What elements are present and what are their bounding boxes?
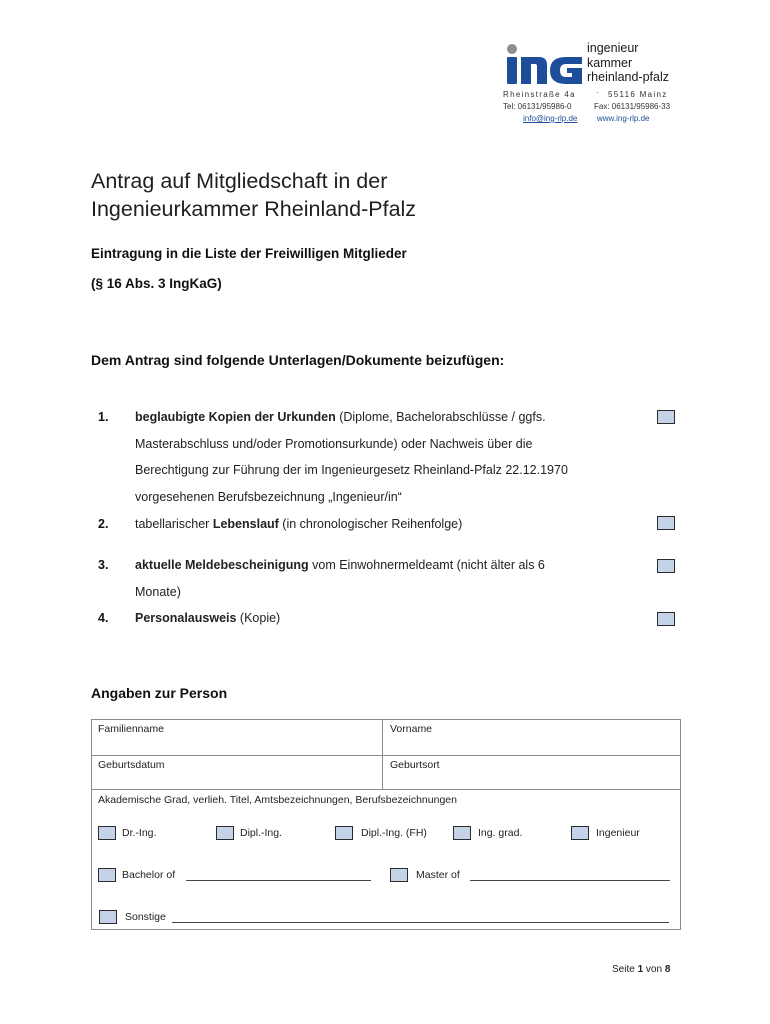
titles-label: Akademische Grad, verlieh. Titel, Amtsbezeichnungen, Berufsbezeichnungen bbox=[98, 794, 457, 806]
item-1-number: 1. bbox=[98, 410, 109, 424]
geburtsdatum-label: Geburtsdatum bbox=[98, 759, 165, 771]
ing-logo-icon bbox=[506, 43, 582, 85]
bachelor-label: Bachelor of bbox=[122, 869, 176, 881]
item-1-checkbox[interactable] bbox=[657, 410, 675, 424]
address-separator: · bbox=[596, 88, 599, 97]
item-2-number: 2. bbox=[98, 517, 109, 531]
item-1-rest: (Diplome, Bachelorabschlüsse / ggfs. bbox=[335, 410, 546, 424]
item-1-line-3: Berechtigung zur Führung der im Ingenieurgesetz Rheinland-Pfalz 22.12.1970 bbox=[135, 463, 568, 477]
item-3-number: 3. bbox=[98, 558, 109, 572]
person-heading: Angaben zur Person bbox=[91, 685, 228, 701]
dr-ing-label: Dr.-Ing. bbox=[122, 827, 157, 839]
ingenieur-checkbox[interactable] bbox=[571, 826, 589, 840]
contact-phone: Tel: 06131/95986-0 bbox=[503, 102, 572, 111]
item-1-bold: beglaubigte Kopien der Urkunden bbox=[135, 410, 336, 424]
item-3-post: vom Einwohnermeldeamt (nicht älter als 6 bbox=[308, 558, 545, 572]
dipl-ing-fh-checkbox[interactable] bbox=[335, 826, 353, 840]
item-4-line-1 bbox=[135, 611, 280, 625]
page-prefix: Seite bbox=[612, 964, 638, 975]
item-1-line-2: Masterabschluss und/oder Promotionsurkunde) oder Nachweis über die bbox=[135, 437, 533, 451]
title-line-1: Antrag auf Mitgliedschaft in der bbox=[91, 169, 388, 193]
contact-fax: Fax: 06131/95986-33 bbox=[594, 102, 671, 111]
item-1-line-1 bbox=[135, 410, 546, 424]
dipl-ing-label: Dipl.-Ing. bbox=[240, 827, 283, 839]
ing-grad-checkbox[interactable] bbox=[453, 826, 471, 840]
master-checkbox[interactable] bbox=[390, 868, 408, 882]
subtitle-list: Eintragung in die Liste der Freiwilligen Mitglieder bbox=[91, 246, 407, 261]
address-city: 55116 Mainz bbox=[608, 90, 668, 99]
familienname-label: Familienname bbox=[98, 723, 164, 735]
page-title bbox=[91, 167, 416, 223]
page-number bbox=[612, 964, 670, 975]
ingenieur-label: Ingenieur bbox=[596, 827, 640, 839]
logo-line-3: rheinland-pfalz bbox=[587, 70, 669, 84]
item-4-bold: Personalausweis bbox=[135, 611, 237, 625]
title-line-2: Ingenieurkammer Rheinland-Pfalz bbox=[91, 197, 417, 221]
sonstige-checkbox[interactable] bbox=[99, 910, 117, 924]
table-divider-2 bbox=[91, 789, 681, 790]
item-1-line-4: vorgesehenen Berufsbezeichnung „Ingenieur/in“ bbox=[135, 490, 402, 504]
item-2-post: (in chronologischer Reihenfolge) bbox=[278, 517, 463, 531]
logo-wordmark bbox=[587, 41, 669, 85]
item-4-post: (Kopie) bbox=[236, 611, 281, 625]
subtitle-law: (§ 16 Abs. 3 IngKaG) bbox=[91, 276, 222, 291]
vorname-field[interactable] bbox=[383, 720, 680, 754]
item-3-checkbox[interactable] bbox=[657, 559, 675, 573]
item-3-line-1 bbox=[135, 558, 545, 572]
sonstige-label: Sonstige bbox=[125, 911, 166, 923]
ing-grad-label: Ing. grad. bbox=[478, 827, 523, 839]
page-total: 8 bbox=[664, 964, 671, 975]
item-2-checkbox[interactable] bbox=[657, 516, 675, 530]
dr-ing-checkbox[interactable] bbox=[98, 826, 116, 840]
master-label: Master of bbox=[416, 869, 460, 881]
page-middle: von bbox=[643, 964, 665, 975]
familienname-field[interactable] bbox=[92, 720, 381, 754]
dipl-ing-checkbox[interactable] bbox=[216, 826, 234, 840]
item-2-line-1 bbox=[135, 517, 462, 531]
contact-email-link[interactable]: info@ing-rlp.de bbox=[523, 114, 578, 123]
vorname-label: Vorname bbox=[390, 723, 433, 735]
bachelor-input-line[interactable] bbox=[186, 869, 371, 881]
geburtsdatum-field[interactable] bbox=[92, 756, 381, 788]
bachelor-checkbox[interactable] bbox=[98, 868, 116, 882]
item-3-bold: aktuelle Meldebescheinigung bbox=[135, 558, 309, 572]
item-2-pre: tabellarischer bbox=[135, 517, 213, 531]
item-4-number: 4. bbox=[98, 611, 109, 625]
page-current: 1 bbox=[637, 964, 644, 975]
dipl-ing-fh-label: Dipl.-Ing. (FH) bbox=[361, 827, 427, 839]
documents-heading: Dem Antrag sind folgende Unterlagen/Dokumente beizufügen: bbox=[91, 352, 505, 368]
master-input-line[interactable] bbox=[470, 869, 670, 881]
geburtsort-label: Geburtsort bbox=[390, 759, 440, 771]
geburtsort-field[interactable] bbox=[383, 756, 680, 788]
logo-line-1: ingenieur bbox=[587, 41, 639, 55]
item-2-bold: Lebenslauf bbox=[212, 517, 279, 531]
item-3-line-2: Monate) bbox=[135, 585, 181, 599]
address-street: Rheinstraße 4a bbox=[503, 90, 576, 99]
logo-line-2: kammer bbox=[587, 55, 633, 70]
sonstige-input-line[interactable] bbox=[172, 911, 669, 923]
item-4-checkbox[interactable] bbox=[657, 612, 675, 626]
contact-web-link[interactable]: www.ing-rlp.de bbox=[597, 114, 650, 123]
